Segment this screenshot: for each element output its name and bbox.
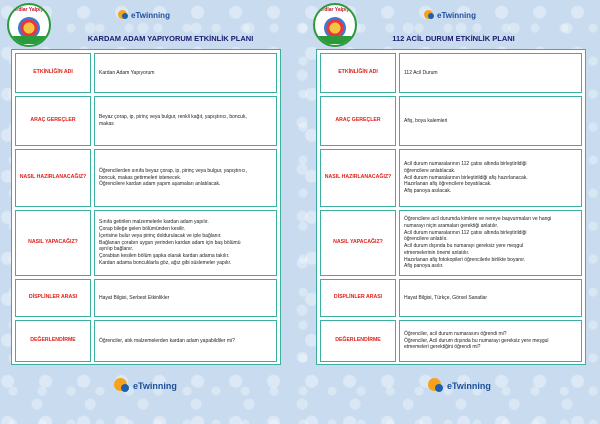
row-value-line: etmemeleri gerektiğini öğrendi mi? (404, 344, 481, 351)
plan-row (15, 53, 277, 93)
plan-table (317, 50, 585, 365)
etwinning-star-icon (117, 9, 129, 21)
row-value-line: Acil durum dışında bu numarayı gereksiz yere meşgul (404, 243, 524, 249)
row-label: DİSPLİNLER ARASI (15, 279, 91, 317)
row-value-line: öğrencilere anlatılır. (404, 236, 448, 243)
row-value-line: makas (99, 121, 114, 127)
etwinning-text: eTwinning (447, 381, 491, 391)
plan-row (320, 210, 582, 276)
plan-row (15, 320, 277, 362)
row-value-line: etmemelerinin önemi anlatılır. (404, 249, 470, 256)
row-value-line: Hazırlanan afiş öğrencilere boyatılacak. (404, 181, 492, 188)
etwinning-star-icon (427, 377, 445, 395)
row-value-line: Acil durum numaralarının birleştirildiği afiş hazırlanacak. (404, 174, 528, 181)
row-value-line: Acil durum numaralarının 112 çatısı altında birleştirildiği (404, 161, 527, 168)
plan-row (320, 279, 582, 317)
row-value (399, 279, 582, 317)
plan-table (12, 50, 280, 365)
row-value (94, 279, 277, 317)
row-value-line: Öğrenciler, atık malzemelerden kardan adam yapabildiler mi? (99, 337, 235, 344)
plan-row (15, 149, 277, 207)
row-value-line: Öğrencilere acil durumda kimlere ve nereye başvurmaları ve hangi (404, 216, 552, 222)
row-value-line: 112 Acil Durum (404, 69, 438, 76)
row-value (399, 210, 582, 276)
plan-row (15, 279, 277, 317)
row-value-line: öğrencilere anlatılacak. (404, 167, 456, 174)
row-value-line: Afiş panoya asılır. (404, 263, 444, 270)
row-value (94, 210, 277, 276)
row-value (94, 320, 277, 362)
logo-text: Bordlar Yalpiyor (9, 7, 49, 13)
row-value-line: boncuk, makas getirmeleri istenecek. (99, 174, 182, 181)
plan-title: 112 ACİL DURUM ETKİNLİK PLANI (392, 34, 515, 43)
row-value-line: Öğrenciler, Acil durum dışında bu numarayı gereksiz yere meşgul (404, 337, 549, 344)
row-label: DİSPLİNLER ARASI (320, 279, 396, 317)
row-value-line: İçerisine bulur veya pirinç doldurulacak ve iple bağlanır. (99, 232, 222, 239)
row-value-line: Sınıfa getirilen malzemelerle kardan adam yapılır. (99, 219, 209, 226)
row-value-line: Acil durum numaralarının 112 çatısı altında birleştirildiği (404, 229, 527, 236)
row-value-line: Beyaz çorap, ip, pirinç veya bulgur, renkli kağıt, yapıştırıcı, boncuk, (99, 114, 247, 121)
etwinning-text: eTwinning (437, 10, 476, 20)
plan-table-card (11, 49, 281, 365)
project-logo (7, 3, 51, 47)
row-label: DEĞERLENDİRME (320, 320, 396, 362)
row-value (399, 96, 582, 146)
etwinning-star-icon (113, 377, 131, 395)
row-value (94, 53, 277, 93)
row-value (94, 96, 277, 146)
plan-row (15, 96, 277, 146)
row-value-line: Kardan adama boncuklarla göz, ağız gibi süslemeler yapılır. (99, 259, 232, 266)
etwinning-logo-bottom (427, 377, 491, 395)
row-value-line: Öğrencilerden sınıfa beyaz çorap, ip, pirinç veya bulgur, yapıştırıcı, (99, 167, 247, 174)
row-label: ETKİNLİĞİN ADI (15, 53, 91, 93)
etwinning-star-icon (423, 9, 435, 21)
etwinning-text: eTwinning (133, 381, 177, 391)
row-label: NASIL YAPACAĞIZ? (15, 210, 91, 276)
row-value-line: Hayat Bilgisi, Serbest Etkinlikler (99, 294, 170, 301)
plan-row (320, 320, 582, 362)
right-plan-page (311, 0, 596, 424)
plan-row (15, 210, 277, 276)
etwinning-logo-top (117, 9, 170, 21)
row-value-line: Öğrenciler, acil durum numarasını öğrendi mi? (404, 330, 507, 337)
row-label: DEĞERLENDİRME (15, 320, 91, 362)
row-value-line: Bağlanan çorabın uygun yerinden kardan adam için baş bölümü (99, 239, 241, 246)
row-value (399, 53, 582, 93)
etwinning-text: eTwinning (131, 10, 170, 20)
row-value-line: Çorap bileğe gelen bölümünden kesilir. (99, 226, 186, 233)
plan-row (320, 96, 582, 146)
row-label: NASIL HAZIRLANACAĞIZ? (15, 149, 91, 207)
plan-title: KARDAM ADAM YAPIYORUM ETKİNLİK PLANI (87, 34, 254, 43)
row-value-line: Afiş panoya asılacak. (404, 188, 452, 195)
row-value (399, 149, 582, 207)
row-value-line: Hayat Bilgisi, Türkçe, Görsel Sanatlar (404, 294, 487, 301)
row-value-line: ayrılıp bağlanır. (99, 246, 134, 253)
row-value-line: Kardan Adam Yapıyorum (99, 69, 155, 76)
row-value-line: numarayı niçin aramaları gerektiği anlatılır. (404, 222, 499, 229)
row-label: NASIL HAZIRLANACAĞIZ? (320, 149, 396, 207)
row-value (94, 149, 277, 207)
plan-row (320, 149, 582, 207)
logo-text: Bordlar Yalpiyor (315, 7, 355, 13)
etwinning-logo-bottom (113, 377, 177, 395)
left-plan-page (5, 0, 290, 424)
row-label: ETKİNLİĞİN ADI (320, 53, 396, 93)
row-value-line: Hazırlanan afiş fotokopileri öğrencilerle birlikte boyanır. (404, 256, 526, 263)
row-value (399, 320, 582, 362)
plan-table-card (316, 49, 586, 365)
row-label: ARAÇ GEREÇLER (15, 96, 91, 146)
plan-row (320, 53, 582, 93)
row-value-line: Afiş, boya kalemleri (404, 117, 448, 124)
row-label: NASIL YAPACAĞIZ? (320, 210, 396, 276)
row-label: ARAÇ GEREÇLER (320, 96, 396, 146)
etwinning-logo-top (423, 9, 476, 21)
row-value-line: Öğrencilere kardan adam yapım aşamaları anlatılacak. (99, 181, 221, 188)
row-value-line: Çorabtan kesilen bölüm şapka olarak kardan adama takılır. (99, 253, 230, 260)
